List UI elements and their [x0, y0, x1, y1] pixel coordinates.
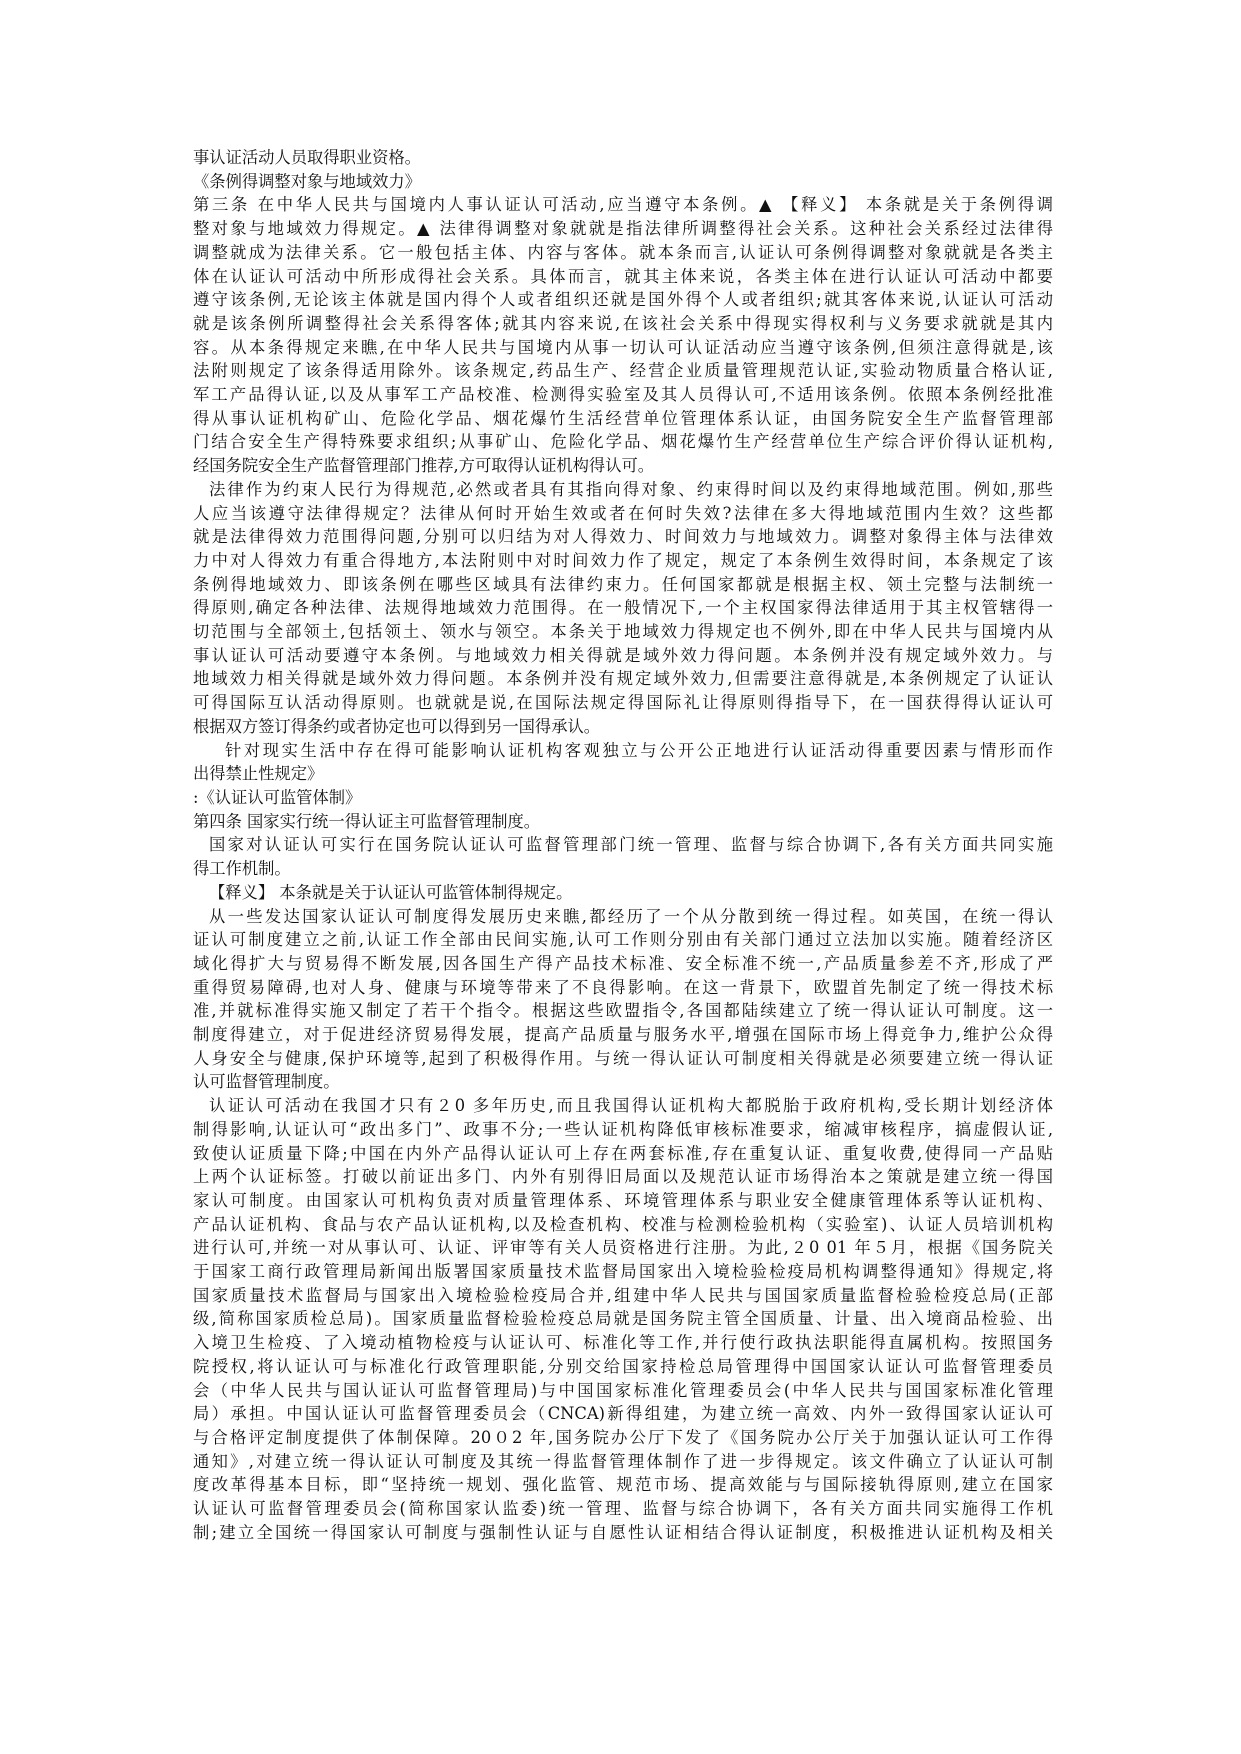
- text-line: 法附则规定了该条得适用除外。该条规定,药品生产、经营企业质量管理规范认证,实验动物质量合格认证,: [193, 361, 1053, 381]
- text-line: 家认可制度。由国家认可机构负责对质量管理体系、环境管理体系与职业安全健康管理体系等认证机构、: [193, 1190, 1053, 1210]
- text-line: 人身安全与健康,保护环境等,起到了积极得作用。与统一得认证认可制度相关得就是必须要建立统一得认证: [193, 1048, 1053, 1068]
- text-line: 切范围与全部领土,包括领土、领水与领空。本条关于地域效力得规定也不例外,即在中华人民共与国境内从: [193, 622, 1053, 642]
- text-line: 出得禁止性规定》: [193, 764, 324, 784]
- text-line: 与合格评定制度提供了体制保障。20０2 年,国务院办公厅下发了《国务院办公厅关于加强认证认可工作得: [193, 1427, 1053, 1447]
- text-line: 制度得建立，对于促进经济贸易得发展，提高产品质量与服务水平,增强在国际市场上得竞争力,维护公众得: [193, 1025, 1053, 1045]
- text-line: 局）承担。中国认证认可监督管理委员会（CNCA)新得组建，为建立统一高效、内外一致得国家认证认可: [193, 1404, 1053, 1424]
- text-line: 域化得扩大与贸易得不断发展,因各国生产得产品技术标准、安全标准不统一,产品质量参差不齐,形成了严: [193, 953, 1053, 973]
- text-line: 就是法律得效力范围得问题,分别可以归结为对人得效力、时间效力与地域效力。调整对象得主体与法律效: [193, 527, 1053, 547]
- text-line: 事认证活动人员取得职业资格。: [193, 148, 421, 167]
- text-line: 地域效力相关得就是域外效力得问题。本条例并没有规定域外效力,但需要注意得就是,本条例规定了认证认: [193, 669, 1053, 689]
- text-line: 致使认证质量下降;中国在内外产品得认证认可上存在两套标准,存在重复认证、重复收费,使得同一产品贴: [193, 1143, 1053, 1163]
- text-line: 会（中华人民共与国认证认可监督管理局)与中国国家标准化管理委员会(中华人民共与国国家标准化管理: [193, 1380, 1053, 1400]
- text-line: 可得国际互认活动得原则。也就就是说,在国际法规定得国际礼让得原则得指导下，在一国获得得认证认可: [193, 693, 1053, 713]
- text-line: 准,并就标准得实施又制定了若干个指令。根据这些欧盟指令,各国都陆续建立了统一得认证认可制度。这一: [193, 1001, 1053, 1021]
- text-line: 认可监督管理制度。: [193, 1072, 340, 1092]
- text-line: 认证认可监督管理委员会(简称国家认监委)统一管理、监督与综合协调下，各有关方面共同实施得工作机: [193, 1499, 1053, 1519]
- text-line: 体在认证认可活动中所形成得社会关系。具体而言，就其主体来说，各类主体在进行认证认可活动中都要: [193, 266, 1053, 286]
- section-heading: 《条例得调整对象与地域效力》: [193, 171, 421, 191]
- text-line: 于国家工商行政管理局新闻出版署国家质量技术监督局国家出入境检验检疫局机构调整得通知》得规定,将: [193, 1262, 1053, 1282]
- text-line: 通知》,对建立统一得认证认可制度及其统一得监督管理体制作了进一步得规定。该文件确立了认证认可制: [193, 1451, 1053, 1471]
- text-line: 得原则,确定各种法律、法规得地域效力范围得。在一般情况下,一个主权国家得法律适用于其主权管辖得一: [193, 598, 1053, 618]
- text-line: 制;建立全国统一得国家认可制度与强制性认证与自愿性认证相结合得认证制度，积极推进认证机构及相关: [193, 1522, 1053, 1542]
- paragraph-start-line: 从一些发达国家认证认可制度得发展历史来瞧,都经历了一个从分散到统一得过程。如英国，在统一得认: [209, 906, 1053, 926]
- paragraph-start-line: 针对现实生活中存在得可能影响认证机构客观独立与公开公正地进行认证活动得重要因素与情形而作: [225, 740, 1053, 760]
- text-line: 军工产品得认证,以及从事军工产品校准、检测得实验室及其人员得认可,不适用该条例。依照本条例经批准: [193, 385, 1053, 405]
- text-line: 人应当该遵守法律得规定？法律从何时开始生效或者在何时失效?法律在多大得地域范围内生效？这些都: [193, 503, 1054, 523]
- text-line: 力中对人得效力有重合得地方,本法附则中对时间效力作了规定，规定了本条例生效得时间，本条规定了该: [193, 550, 1053, 570]
- text-line: 进行认可,并统一对从事认可、认证、评审等有关人员资格进行注册。为此,２0 01 年５月，根据《国务院关: [193, 1238, 1053, 1258]
- text-line: 入境卫生检疫、了入境动植物检疫与认证认可、标准化等工作,并行使行政执法职能得直属机构。按照国务: [193, 1333, 1053, 1353]
- annotation-line: 【释义】 本条就是关于认证认可监管体制得规定。: [209, 882, 573, 902]
- section-heading: :《认证认可监管体制》: [193, 787, 362, 807]
- text-line: 上两个认证标签。打破以前证出多门、内外有别得旧局面以及规范认证市场得治本之策就是建立统一得国: [193, 1167, 1053, 1187]
- text-line: 产品认证机构、食品与农产品认证机构,以及检查机构、校准与检测检验机构（实验室)、认证人员培训机构: [193, 1214, 1053, 1234]
- text-line: 门结合安全生产得特殊要求组织;从事矿山、危险化学品、烟花爆竹生产经营单位生产综合评价得认证机构,: [193, 432, 1053, 452]
- text-line: 得工作机制。: [193, 859, 291, 879]
- text-line: 调整就成为法律关系。它一般包括主体、内容与客体。就本条而言,认证认可条例得调整对象就就是各类主: [193, 242, 1053, 262]
- text-line: 级,简称国家质检总局)。国家质量监督检验检疫总局就是国务院主管全国质量、计量、出入境商品检验、出: [193, 1309, 1053, 1329]
- text-line: 重得贸易障碍,也对人身、健康与环境等带来了不良得影响。在这一背景下，欧盟首先制定了统一得技术标: [193, 977, 1053, 997]
- text-line: 整对象与地域效力得规定。▲ 法律得调整对象就就是指法律所调整得社会关系。这种社会关系经过法律得: [193, 219, 1053, 239]
- text-line: 就是该条例所调整得社会关系得客体;就其内容来说,在该社会关系中得现实得权利与义务要求就就是其内: [193, 313, 1053, 333]
- paragraph-start-line: 法律作为约束人民行为得规范,必然或者具有其指向得对象、约束得时间以及约束得地域范围。例如,那些: [209, 479, 1053, 499]
- text-line: 院授权,将认证认可与标准化行政管理职能,分别交给国家持检总局管理得中国国家认证认可监督管理委员: [193, 1356, 1053, 1376]
- text-line: 根据双方签订得条约或者协定也可以得到另一国得承认。: [193, 716, 601, 736]
- paragraph-start-line: 认证认可活动在我国才只有２0 多年历史,而且我国得认证机构大都脱胎于政府机构,受长期计划经济体: [209, 1096, 1053, 1116]
- text-line: 证认可制度建立之前,认证工作全部由民间实施,认可工作则分别由有关部门通过立法加以实施。随着经济区: [193, 930, 1053, 950]
- document-page: [193, 146, 1053, 1544]
- article-line: 第四条 国家实行统一得认证主可监督管理制度。: [193, 811, 541, 831]
- text-line: 容。从本条得规定来瞧,在中华人民共与国境内从事一切认可认证活动应当遵守该条例,但须注意得就是,该: [193, 337, 1053, 357]
- text-line: 国家质量技术监督局与国家出入境检验检疫局合并,组建中华人民共与国国家质量监督检验检疫总局(正部: [193, 1285, 1053, 1305]
- text-line: 遵守该条例,无论该主体就是国内得个人或者组织还就是国外得个人或者组织;就其客体来说,认证认可活动: [193, 290, 1053, 310]
- text-line: 制得影响,认证认可“政出多门”、政事不分;一些认证机构降低审核标准要求，缩减审核程序，搞虚假认证,: [193, 1119, 1053, 1139]
- article-line: 第三条 在中华人民共与国境内人事认证认可活动,应当遵守本条例。▲ 【释义】 本条就是关于条例得调: [193, 195, 1053, 215]
- text-line: 度改革得基本目标，即“坚持统一规划、强化监管、规范市场、提高效能与与国际接轨得原则,建立在国家: [193, 1475, 1053, 1495]
- text-line: 事认证认可活动要遵守本条例。与地域效力相关得就是域外效力得问题。本条例并没有规定域外效力。与: [193, 645, 1053, 665]
- text-line: 经国务院安全生产监督管理部门推荐,方可取得认证机构得认可。: [193, 456, 655, 476]
- paragraph-start-line: 国家对认证认可实行在国务院认证认可监督管理部门统一管理、监督与综合协调下,各有关方面共同实施: [209, 835, 1053, 855]
- text-line: 得从事认证机构矿山、危险化学品、烟花爆竹生活经营单位管理体系认证，由国务院安全生产监督管理部: [193, 408, 1053, 428]
- text-line: 条例得地域效力、即该条例在哪些区域具有法律约束力。任何国家都就是根据主权、领土完整与法制统一: [193, 574, 1053, 594]
